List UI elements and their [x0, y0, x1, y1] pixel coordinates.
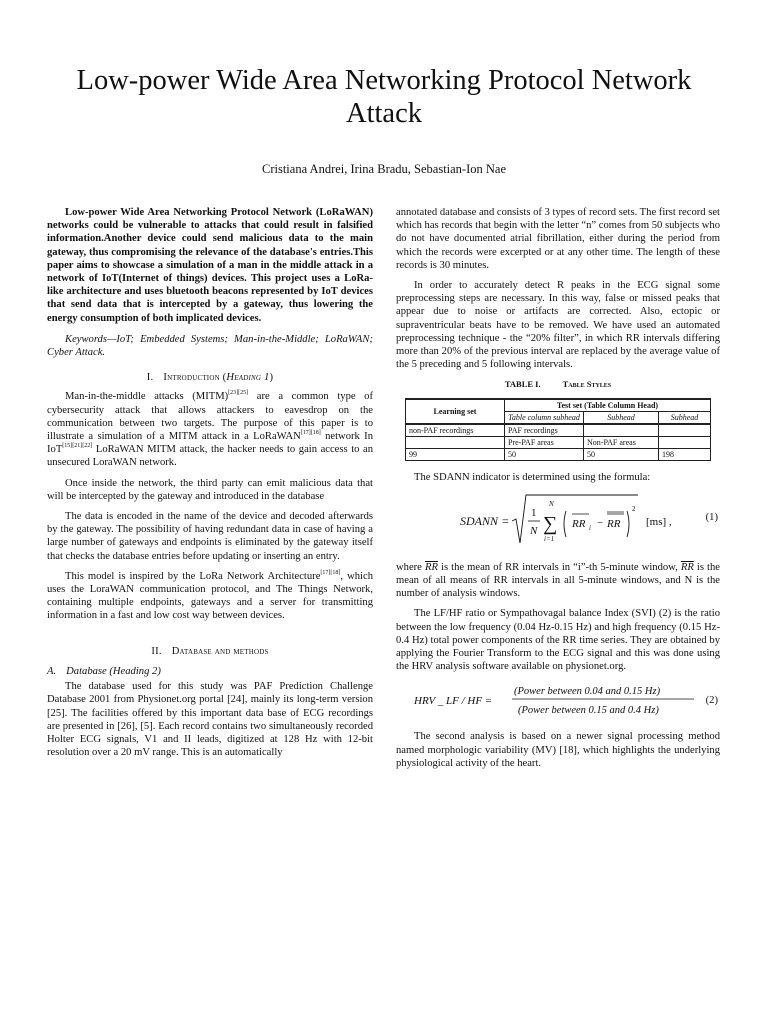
- table-cell: 198: [659, 448, 711, 460]
- text: , which uses the LoraWAN communication protocol, and The Things Network, containing multiple endpoints, gateways and a server for transmitting information in a fast and low cost way between devices.: [47, 570, 373, 622]
- text: where: [396, 561, 425, 573]
- intro-paragraph-1: [47, 390, 373, 469]
- citation: [17][18]: [320, 569, 341, 576]
- section-number: I.: [146, 372, 154, 384]
- table-cell: 50: [584, 448, 659, 460]
- paper-title: Low-power Wide Area Networking Protocol Network Attack: [76, 65, 692, 129]
- table-cell: [659, 436, 711, 448]
- keywords: [47, 333, 373, 359]
- text: is the mean of all means of RR intervals in all 5-minute windows, and N is the number of analysis windows.: [396, 561, 720, 600]
- text: This model is inspired by the LoRa Network Architecture: [65, 570, 321, 582]
- table-cell: Pre-PAF areas: [505, 436, 584, 448]
- table-cell: 50: [505, 448, 584, 460]
- equation-lfhf-graphic: [396, 680, 696, 720]
- eq1-sum-bottom: i=1: [544, 534, 555, 543]
- table-subhead: Subhead: [584, 411, 659, 424]
- equation-sdann: [396, 491, 720, 551]
- citation: [23][25]: [228, 390, 249, 397]
- mv-paragraph: The second analysis is based on a newer signal processing method named morphologic variability (MV) [18], which highlights the underlying physiological activity of the heart.: [396, 731, 720, 769]
- eq1-sum-symbol: ∑: [543, 512, 558, 535]
- equation-number: (2): [705, 695, 718, 707]
- where-paragraph: [396, 561, 720, 601]
- eq2-lhs: HRV _ LF / HF =: [414, 695, 493, 708]
- section-title-end: ): [269, 372, 274, 384]
- eq1-rr: RR: [572, 517, 586, 530]
- rr-grand-mean-symbol: $\overline{RR}$: [680, 561, 694, 573]
- section-number: II.: [151, 645, 162, 657]
- abstract: Low-power Wide Area Networking Protocol Network (LoRaWAN) networks could be vulnerable to attacks that could result in falsified information.Another device could send malicious data to the main gateway, thus compromising the relevance of the database's entries.This paper aims to showcase a simulation of a man in the middle attack in a network of IoT(Internet of things) devices. This project uses a LoRa-like architecture and uses bluetooth beacons represented by IoT devices that send data that is intercepted by a gateway, thus lowering the energy consumption of both implicated devices.: [47, 207, 373, 324]
- paper-authors: Cristiana Andrei, Irina Bradu, Sebastian-Ion Nae: [261, 162, 507, 176]
- sdann-intro: The SDANN indicator is determined using the formula:: [414, 471, 651, 483]
- eq2-numerator: (Power between 0.04 and 0.15 Hz): [514, 686, 661, 698]
- right-column: [396, 206, 720, 777]
- table-cell: [406, 436, 505, 448]
- right-paragraph-2: In order to accurately detect R peaks in the ECG signal some preprocessing steps are necessary. In this way, false or missed peaks that appear due to noise or artifacts are corrected. Also, ectopic or supraventricular beats have to be removed. We have used an automated preprocessing technique - the “20% filter”, in which RR intervals differing more than 20% of the previous interval are replaced by the average value of the 5 preceding and 5 following intervals.: [396, 280, 720, 371]
- table-cell: Non-PAF areas: [584, 436, 659, 448]
- database-paragraph: The database used for this study was PAF Prediction Challenge Database 2001 from Physionet.org portal [24], mainly its long-term version [25]. The facilities offered by this important data base of ECG recordings are presented in [26], [5]. Each record contains two simultaneously recorded Holter ECG signals, V1 and II leads, digitized at 128 Hz with 12-bit resolution over a 20 mV range. This is an automatically: [47, 681, 373, 759]
- table-cell: [659, 424, 711, 437]
- section-title-italic: Heading 1: [226, 372, 270, 384]
- intro-paragraph-4: [47, 570, 373, 623]
- section-title: Database and methods: [171, 645, 269, 657]
- subsection-title: Database (Heading 2): [66, 665, 161, 677]
- keywords-label: Keywords—: [65, 333, 117, 345]
- eq1-rr-mean: RR: [607, 517, 621, 530]
- text: are a common type of cybersecurity attack that allows attackers to eavesdrop on the communication between two targets. The purpose of this paper is to illustrate a simulation of a MITM attack in a LoRaWAN: [47, 391, 374, 443]
- subsection-number: A.: [47, 665, 57, 677]
- right-paragraph-1: annotated database and consists of 3 types of record sets. The first record set which has records that begin with the letter “n” comes from 50 subjects who do not have documented atrial fibrillation, either during the period from which the records were excerpted or at any other time. The length of these records is 30 minutes.: [396, 207, 720, 271]
- citation: [17][18]: [300, 430, 321, 437]
- left-column: [47, 206, 373, 766]
- equation-lfhf: [396, 680, 720, 720]
- table-styles: [405, 398, 711, 461]
- table-cell: 99: [406, 448, 505, 460]
- subsection-heading-database: [47, 665, 373, 678]
- equation-sdann-graphic: [396, 491, 696, 551]
- paren-left: [564, 511, 566, 537]
- table-number: TABLE I.: [504, 379, 541, 390]
- eq1-frac-den: N: [530, 524, 538, 537]
- eq1-frac-num: 1: [531, 506, 537, 519]
- eq2-denominator: (Power between 0.15 and 0.4 Hz): [518, 705, 659, 717]
- eq1-equals: =: [502, 513, 509, 528]
- text: is the mean of RR intervals in “i”-th 5-minute window,: [437, 561, 681, 573]
- table-cell: [584, 424, 659, 437]
- table-subhead: Subhead: [659, 411, 711, 424]
- intro-paragraph-3: The data is encoded in the name of the device and decoded afterwards by the gateway. The possibility of having redundant data in case of having a large number of gateways and endpoints is eliminated by the gateway itself that checks the database entries before updating or inserting an entry.: [47, 511, 373, 562]
- eq1-unit: [ms] ,: [646, 515, 672, 528]
- eq1-lhs: SDANN: [460, 513, 499, 528]
- table-head-test-set: Test set (Table Column Head): [505, 399, 711, 412]
- equation-number: (1): [705, 511, 718, 523]
- table-cell: PAF recordings: [505, 424, 584, 437]
- table-caption: [396, 378, 720, 391]
- section-heading-introduction: [47, 371, 373, 384]
- eq1-sum-top: N: [549, 499, 554, 508]
- eq1-minus: −: [597, 516, 604, 529]
- text: LoRaWAN MITM attack, the hacker needs to gain access to an unsecured LoraWAN network.: [47, 444, 373, 469]
- intro-paragraph-2: Once inside the network, the third party can emit malicious data that will be intercepted by the gateway and introduced in the database: [47, 477, 373, 502]
- table-head-learning-set: Learning set: [406, 399, 505, 424]
- eq1-rr-sub: i: [589, 523, 591, 532]
- rr-mean-symbol: $\overline{RR}$: [424, 561, 438, 573]
- table-cell: non-PAF recordings: [406, 424, 505, 437]
- section-title: Introduction (: [163, 372, 227, 384]
- paren-right: [627, 511, 629, 537]
- lfhf-paragraph: The LF/HF ratio or Sympathovagal balance Index (SVI) (2) is the ratio between the low frequency (0.04 Hz-0.15 Hz) and high frequency (0.15 Hz-0.4 Hz) total power components of the RR time series. They are obtained by applying the Fourier Transform to the ECG signal and this was done using the HRV analysis software available on physionet.org.: [396, 608, 720, 673]
- text: Man-in-the-middle attacks (MITM): [65, 391, 229, 403]
- eq1-power: 2: [632, 504, 636, 513]
- table-caption-title: Table Styles: [562, 379, 612, 390]
- table-subhead: Table column subhead: [505, 411, 584, 424]
- keywords-text: IoT; Embedded Systems; Man-in-the-Middle; LoRaWAN; Cyber Attack.: [47, 333, 373, 359]
- section-heading-database: [47, 645, 373, 658]
- text: network In IoT: [47, 431, 373, 456]
- citation: [15][21][22]: [62, 443, 93, 450]
